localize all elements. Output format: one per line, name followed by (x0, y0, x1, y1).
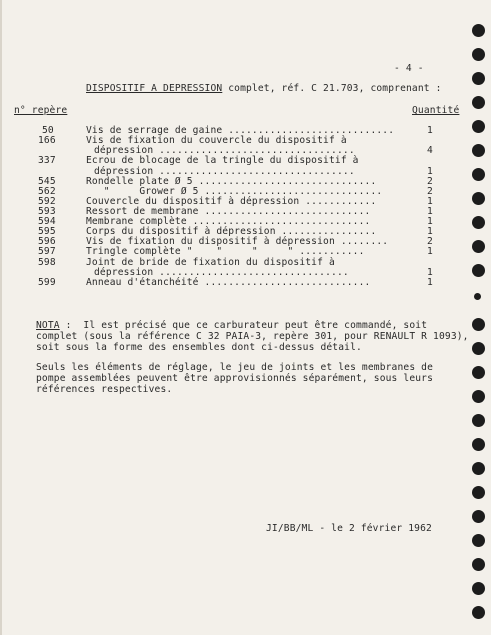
item-desc: Vis de fixation du dispositif à dépression ........ (86, 236, 389, 247)
punch-hole (472, 390, 485, 403)
item-ref: 594 (38, 216, 56, 227)
punch-hole (472, 216, 485, 229)
item-qty: 1 (427, 196, 433, 207)
page-number: - 4 - (394, 63, 424, 74)
punch-hole (472, 606, 485, 619)
note-line-2: complet (sous la référence C 32 PAIA-3, repère 301, pour RENAULT R 1093), (36, 331, 469, 342)
punch-hole (472, 462, 485, 475)
item-qty: 2 (427, 186, 433, 197)
item-qty: 1 (427, 246, 433, 257)
punch-hole (472, 96, 485, 109)
item-ref: 596 (38, 236, 56, 247)
punch-hole (472, 510, 485, 523)
punch-hole (472, 534, 485, 547)
punch-hole (472, 48, 485, 61)
punch-hole (472, 438, 485, 451)
punch-hole (472, 486, 485, 499)
note-label: NOTA (36, 320, 60, 331)
punch-hole (472, 144, 485, 157)
paragraph-line-3: références respectives. (36, 384, 173, 395)
column-ref-header: n° repère (14, 105, 68, 116)
item-desc-cont: dépression ................................. (94, 145, 355, 156)
item-desc: Vis de serrage de gaine ............................ (86, 125, 395, 136)
punch-hole (472, 582, 485, 595)
punch-hole (472, 120, 485, 133)
heading-title: DISPOSITIF A DEPRESSION (86, 83, 223, 94)
punch-hole (472, 192, 485, 205)
item-ref: 166 (38, 135, 56, 146)
document-heading (86, 84, 442, 94)
punch-hole (472, 318, 485, 331)
item-desc: Ecrou de blocage de la tringle du dispositif à (86, 155, 359, 166)
item-ref: 597 (38, 246, 56, 257)
item-qty: 1 (427, 226, 433, 237)
item-qty: 2 (427, 176, 433, 187)
punch-hole (472, 24, 485, 37)
item-desc: Rondelle plate Ø 5 .............................. (86, 176, 377, 187)
item-qty: 1 (427, 206, 433, 217)
item-desc: Corps du dispositif à dépression ................ (86, 226, 377, 237)
punch-hole (472, 264, 485, 277)
paragraph-line-1: Seuls les éléments de réglage, le jeu de joints et les membranes de (36, 362, 434, 373)
punch-hole (474, 293, 481, 300)
item-qty: 1 (427, 166, 433, 177)
item-ref: 50 (42, 125, 54, 136)
item-ref: 592 (38, 196, 56, 207)
item-qty: 1 (427, 267, 433, 278)
item-desc: Joint de bride de fixation du dispositif à (86, 257, 335, 268)
item-qty: 1 (427, 216, 433, 227)
item-ref: 595 (38, 226, 56, 237)
item-ref: 593 (38, 206, 56, 217)
item-desc-cont: dépression ................................ (94, 267, 349, 278)
item-desc-cont: dépression ................................. (94, 166, 355, 177)
note-line-1: NOTA : Il est précisé que ce carburateur peut être commandé, soit (36, 320, 428, 331)
punch-hole (472, 366, 485, 379)
item-desc: Ressort de membrane ............................ (86, 206, 371, 217)
signature-line: JI/BB/ML - le 2 février 1962 (266, 523, 432, 534)
item-qty: 1 (427, 277, 433, 288)
column-qty-header: Quantité (412, 105, 460, 116)
binder-holes (461, 0, 491, 635)
item-qty: 1 (427, 125, 433, 136)
punch-hole (472, 168, 485, 181)
punch-hole (472, 558, 485, 571)
item-qty: 4 (427, 145, 433, 156)
heading-rest: complet, réf. C 21.703, comprenant : (222, 83, 442, 94)
item-ref: 545 (38, 176, 56, 187)
punch-hole (472, 240, 485, 253)
item-desc: Tringle complète " " " " ........... (86, 246, 365, 257)
note-line-3: soit sous la forme des ensembles dont ci-dessus détail. (36, 342, 362, 353)
item-ref: 337 (38, 155, 56, 166)
item-desc: " Grower Ø 5 .............................. (86, 186, 383, 197)
paragraph-line-2: pompe assemblées peuvent être approvisionnés séparément, sous leurs (36, 373, 434, 384)
item-ref: 598 (38, 257, 56, 268)
punch-hole (472, 414, 485, 427)
item-ref: 599 (38, 277, 56, 288)
punch-hole (472, 342, 485, 355)
item-desc: Vis de fixation du couvercle du dispositif à (86, 135, 347, 146)
item-desc: Couvercle du dispositif à dépression ............ (86, 196, 377, 207)
item-desc: Anneau d'étanchéité ............................ (86, 277, 371, 288)
item-desc: Membrane complète .............................. (86, 216, 371, 227)
item-ref: 562 (38, 186, 56, 197)
item-qty: 2 (427, 236, 433, 247)
punch-hole (472, 72, 485, 85)
